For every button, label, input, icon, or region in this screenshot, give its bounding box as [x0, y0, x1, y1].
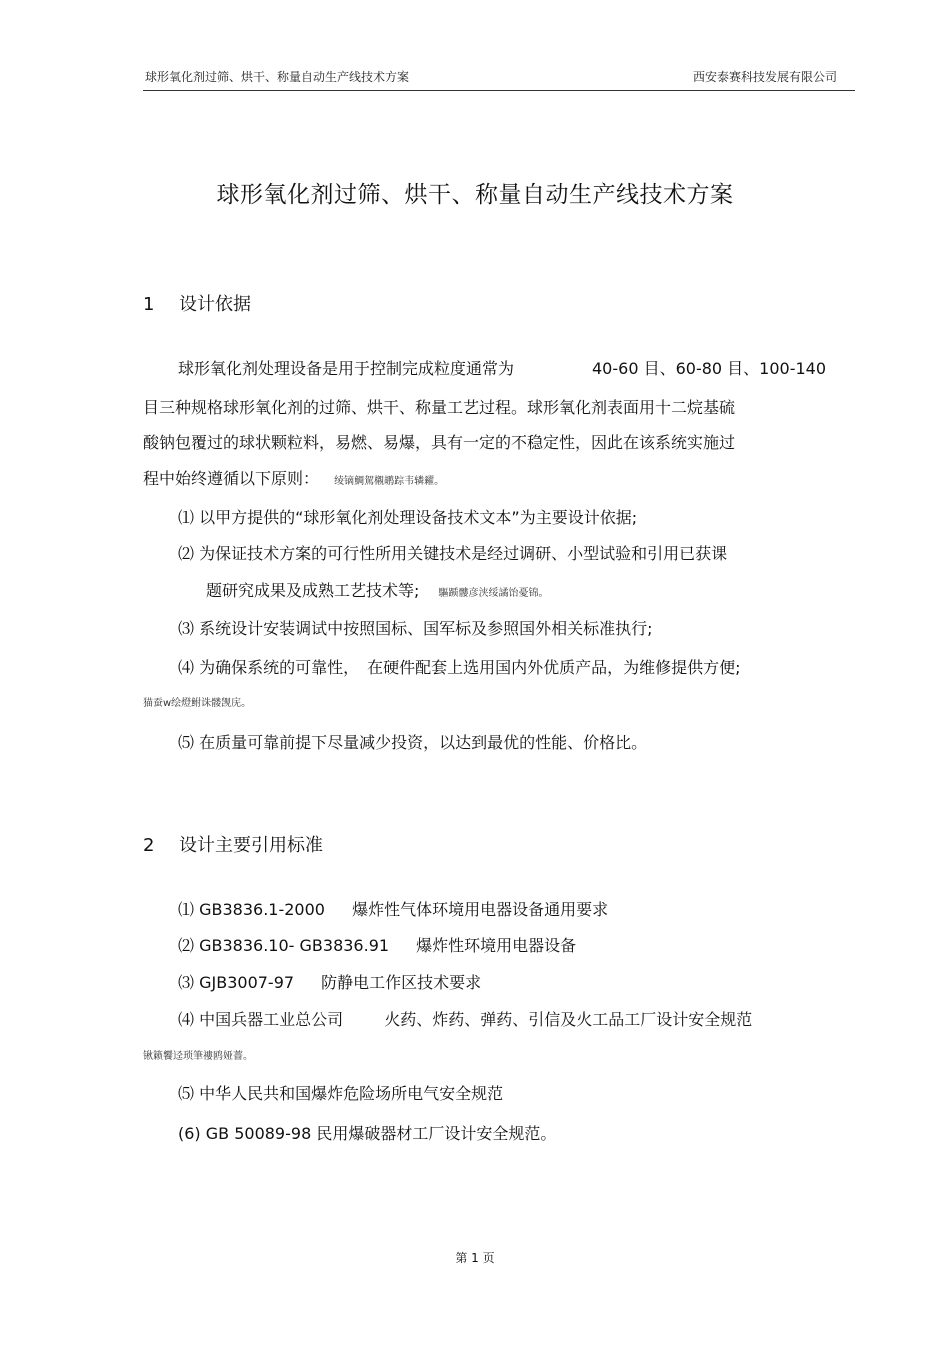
list-text: 为确保系统的可靠性， 在硬件配套上选用国内外优质产品，为维修提供方便; [199, 658, 741, 677]
standard-item [178, 970, 481, 993]
list-text: 以甲方提供的“球形氧化剂处理设备技术文本”为主要设计依据; [199, 508, 638, 527]
paragraph-line: 目三种规格球形氧化剂的过筛、烘干、称量工艺过程。球形氧化剂表面用十二烷基硫 [143, 398, 736, 417]
standard-item: (6) GB 50089-98 民用爆破器材工厂设计安全规范。 [178, 1124, 557, 1143]
section-number: 2 [143, 835, 155, 856]
list-item [178, 541, 727, 564]
section-number: 1 [143, 294, 155, 315]
standard-item [178, 1007, 752, 1030]
list-marker: ⑵ [178, 544, 195, 563]
paragraph-line: 酸钠包覆过的球状颗粒料，易燃、易爆，具有一定的不稳定性，因此在该系统实施过 [143, 433, 736, 452]
standard-title: 爆炸性环境用电器设备 [416, 936, 577, 955]
list-text: 系统设计安装调试中按照国标、国军标及参照国外相关标准执行; [199, 619, 653, 638]
standard-code: 中国兵器工业总公司 [199, 1010, 344, 1029]
standard-title: 防静电工作区技术要求 [321, 973, 482, 992]
section-title: 设计主要引用标准 [179, 835, 323, 856]
list-marker: ⑷ [178, 1010, 195, 1029]
list-item [178, 616, 653, 639]
paragraph-line: 40-60 目、60-80 目、100-140 [592, 359, 827, 378]
list-item [178, 730, 647, 753]
standard-code: GB3836.10- GB3836.91 [199, 936, 390, 955]
list-marker: ⑸ [178, 733, 195, 752]
list-marker: ⑴ [178, 900, 195, 919]
standard-title: 爆炸性气体环境用电器设备通用要求 [352, 900, 609, 919]
standard-title: 火药、炸药、弹药、引信及火工品工厂设计安全规范 [384, 1010, 753, 1029]
running-header-company: 西安泰赛科技发展有限公司 [692, 70, 837, 84]
garbled-text: 绫镝鯛駕櫬鹕踪韦辚糴。 [334, 476, 445, 487]
section-2-heading [143, 831, 323, 857]
list-marker: ⑸ [178, 1084, 195, 1103]
standard-code: GJB3007-97 [199, 973, 295, 992]
paragraph-line: 球形氧化剂处理设备是用于控制完成粒度通常为 [178, 359, 515, 378]
section-title: 设计依据 [179, 294, 251, 315]
list-marker: ⑴ [178, 508, 195, 527]
standard-item [178, 897, 608, 920]
garbled-text: 猫蚕ᴡ绘燈鲋诛髅觊庑。 [143, 698, 252, 709]
list-item [178, 505, 637, 528]
standard-item [178, 1081, 503, 1104]
header-rule [143, 90, 855, 91]
paragraph-line [143, 466, 444, 489]
garbled-text: 锹籁饗迳琐筆褸鸥娅薔。 [143, 1051, 253, 1062]
document-title: 球形氧化剂过筛、烘干、称量自动生产线技术方案 [216, 182, 734, 208]
page-number: 第 1 页 [455, 1251, 495, 1265]
list-item-continuation [206, 578, 549, 601]
list-text: 题研究成果及成熟工艺技术等; [206, 581, 420, 600]
paragraph-text: 程中始终遵循以下原则： [143, 469, 320, 488]
garbled-text: 驅踬髏彦浃绥譎饴憂锦。 [438, 588, 549, 599]
list-marker: ⑶ [178, 619, 195, 638]
running-header-title: 球形氧化剂过筛、烘干、称量自动生产线技术方案 [145, 70, 410, 84]
list-text: 为保证技术方案的可行性所用关键技术是经过调研、小型试验和引用已获课 [199, 544, 728, 563]
standard-item [178, 933, 576, 956]
list-marker: ⑷ [178, 658, 195, 677]
section-1-heading [143, 290, 251, 316]
list-text: 在质量可靠前提下尽量减少投资，以达到最优的性能、价格比。 [199, 733, 648, 752]
standard-code: GB3836.1-2000 [199, 900, 325, 919]
standard-title: 中华人民共和国爆炸危险场所电气安全规范 [199, 1084, 504, 1103]
list-marker: ⑶ [178, 973, 195, 992]
list-marker: ⑵ [178, 936, 195, 955]
list-item [178, 655, 741, 678]
